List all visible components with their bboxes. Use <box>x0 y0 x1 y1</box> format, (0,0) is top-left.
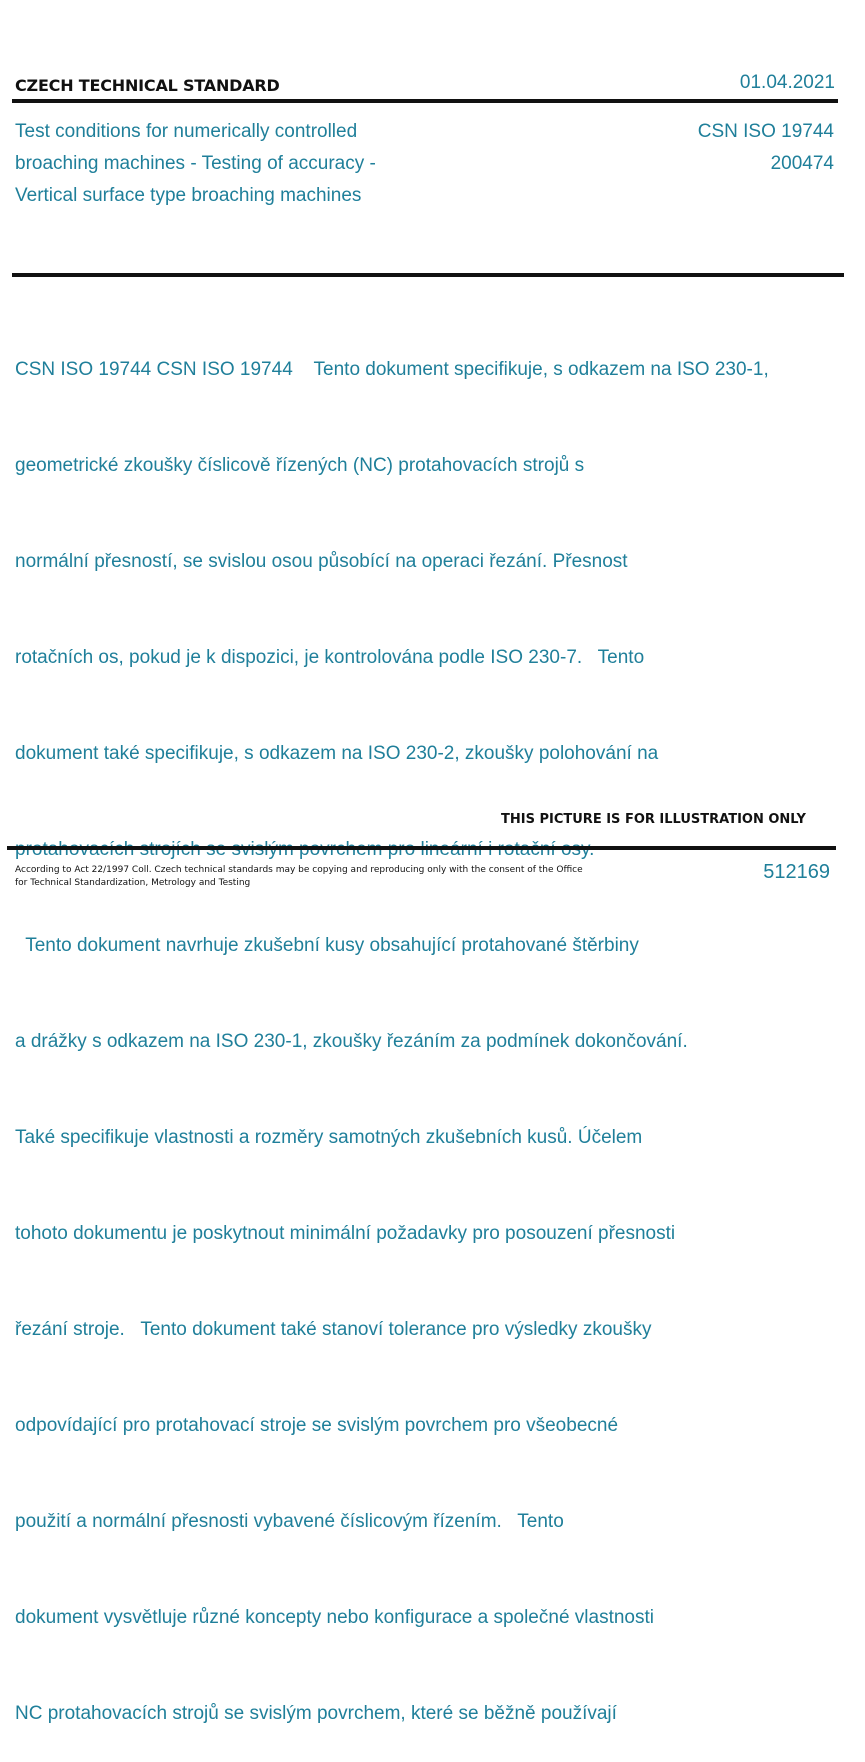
footer-note-line: for Technical Standardization, Metrology and Testing <box>15 878 251 888</box>
abstract-line: dokument vysvětluje různé koncepty nebo konfigurace a společné vlastnosti <box>15 1607 654 1628</box>
footer-note-line: According to Act 22/1997 Coll. Czech technical standards may be copying and reproducing only with the consent of the Office <box>15 865 583 875</box>
abstract-line: geometrické zkoušky číslicově řízených (NC) protahovacích strojů s <box>15 455 585 476</box>
standard-block <box>698 116 834 180</box>
footer-rule <box>7 846 836 850</box>
abstract-line: normální přesností, se svislou osou působící na operaci řezání. Přesnost <box>15 551 628 572</box>
abstract-line: CSN ISO 19744 CSN ISO 19744 Tento dokument specifikuje, s odkazem na ISO 230-1, <box>15 359 769 380</box>
abstract-line: dokument také specifikuje, s odkazem na ISO 230-2, zkoušky polohování na <box>15 743 659 764</box>
illustration-note: THIS PICTURE IS FOR ILLUSTRATION ONLY <box>501 812 806 827</box>
section-rule <box>12 273 844 277</box>
abstract-line: Také specifikuje vlastnosti a rozměry samotných zkušebních kusů. Účelem <box>15 1127 643 1148</box>
header-date: 01.04.2021 <box>739 72 835 93</box>
standard-number: 200474 <box>770 153 834 174</box>
abstract-text <box>15 290 865 1762</box>
abstract-line: rotačních os, pokud je k dispozici, je kontrolována podle ISO 230-7. Tento <box>15 647 645 668</box>
header-rule <box>12 99 838 103</box>
abstract-line: a drážky s odkazem na ISO 230-1, zkoušky řezáním za podmínek dokončování. <box>15 1031 688 1052</box>
abstract-line: použití a normální přesnosti vybavené číslicovým řízením. Tento <box>15 1511 564 1532</box>
title-line: Vertical surface type broaching machines <box>15 185 362 206</box>
document-title <box>15 116 455 212</box>
abstract-line <box>15 834 865 866</box>
abstract-line: NC protahovacích strojů se svislým povrchem, které se běžně používají <box>15 1703 617 1724</box>
footer-number: 512169 <box>763 861 830 883</box>
standard-code: CSN ISO 19744 <box>697 121 834 142</box>
title-line: broaching machines - Testing of accuracy - <box>15 153 376 174</box>
abstract-line: odpovídající pro protahovací stroje se svislým povrchem pro všeobecné <box>15 1415 619 1436</box>
abstract-line: Tento dokument navrhuje zkušební kusy obsahující protahované štěrbiny <box>15 935 639 956</box>
title-line: Test conditions for numerically controlled <box>15 121 358 142</box>
header-label: CZECH TECHNICAL STANDARD <box>15 76 280 95</box>
footer-copyright-note <box>15 864 615 890</box>
abstract-line: řezání stroje. Tento dokument také stanoví tolerance pro výsledky zkoušky <box>15 1319 652 1340</box>
abstract-line: tohoto dokumentu je poskytnout minimální požadavky pro posouzení přesnosti <box>15 1223 676 1244</box>
